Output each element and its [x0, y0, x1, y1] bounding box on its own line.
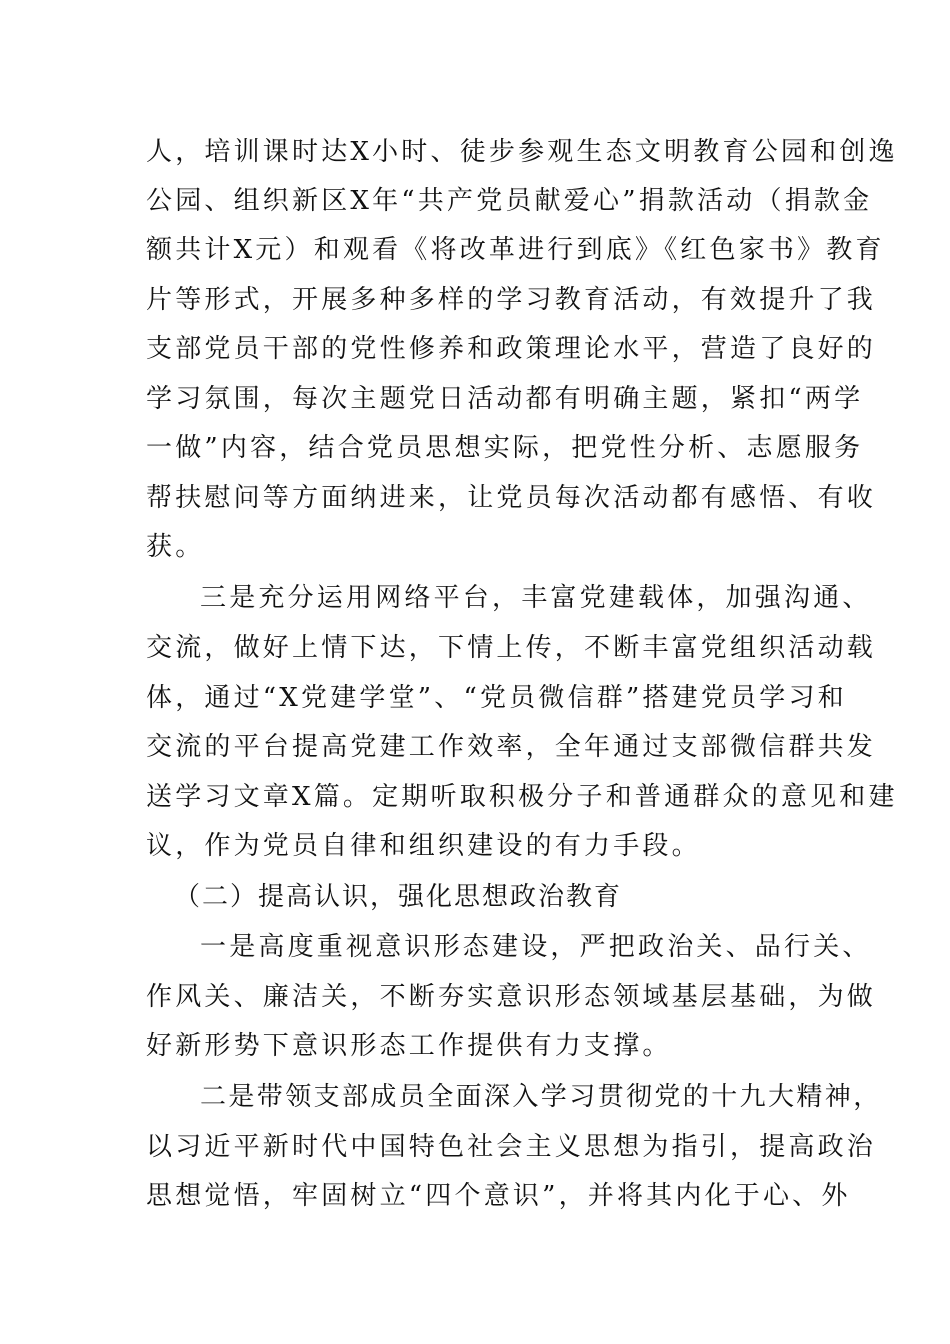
- text-line: 送学习文章X篇。定期听取积极分子和普通群众的意见和建: [146, 782, 898, 812]
- text-line: 交流，做好上情下达，下情上传，不断丰富党组织活动载: [146, 633, 877, 663]
- text-line: 额共计X元）和观看《将改革进行到底》《红色家书》教育: [146, 235, 885, 265]
- text-line: 议，作为党员自律和组织建设的有力手段。: [146, 831, 701, 861]
- text-line: 好新形势下意识形态工作提供有力支撑。: [146, 1031, 672, 1061]
- text-line: 公园、组织新区X年“共产党员献爱心”捐款活动（捐款金: [146, 186, 873, 216]
- text-line: 以习近平新时代中国特色社会主义思想为指引，提高政治: [146, 1132, 877, 1162]
- paragraph-first-line: 一是高度重视意识形态建设，严把政治关、品行关、: [200, 932, 872, 962]
- text-line: 获。: [146, 532, 205, 562]
- text-line: 帮扶慰问等方面纳进来，让党员每次活动都有感悟、有收: [146, 483, 877, 513]
- text-line: 作风关、廉洁关，不断夯实意识形态领域基层基础，为做: [146, 982, 877, 1012]
- text-line: 片等形式，开展多种多样的学习教育活动，有效提升了我: [146, 285, 877, 315]
- paragraph-first-line: 三是充分运用网络平台，丰富党建载体，加强沟通、: [200, 583, 872, 613]
- text-line: 支部党员干部的党性修养和政策理论水平，营造了良好的: [146, 334, 877, 364]
- section-heading: （二）提高认识，强化思想政治教育: [174, 882, 623, 912]
- text-line: 交流的平台提高党建工作效率，全年通过支部微信群共发: [146, 732, 877, 762]
- text-line: 体，通过“X党建学堂”、“党员微信群”搭建党员学习和: [146, 683, 847, 713]
- text-line: 学习氛围，每次主题党日活动都有明确主题，紧扣“两学: [146, 384, 864, 414]
- text-line: 人，培训课时达X小时、徒步参观生态文明教育公园和创逸: [146, 137, 898, 167]
- text-line: 思想觉悟，牢固树立“四个意识”，并将其内化于心、外: [146, 1181, 851, 1211]
- text-line: 一做”内容，结合党员思想实际，把党性分析、志愿服务: [146, 433, 864, 463]
- paragraph-first-line: 二是带领支部成员全面深入学习贯彻党的十九大精神，: [200, 1082, 882, 1112]
